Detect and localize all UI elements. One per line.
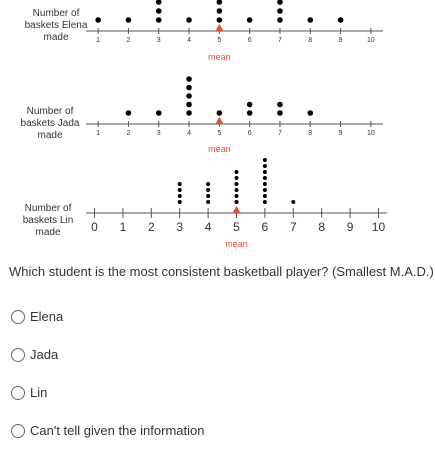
data-dot [217,17,223,23]
data-dot [263,200,267,204]
data-dot [263,158,267,162]
data-dot [235,200,239,204]
data-dot [178,182,182,186]
data-dot [126,110,132,116]
data-dot [277,8,283,14]
x-tick-label: 3 [156,130,161,137]
data-dot [263,194,267,198]
data-dot [263,176,267,180]
mean-marker [215,24,223,31]
data-dot [235,194,239,198]
x-tick-label: 2 [126,37,131,44]
data-dot [263,182,267,186]
x-tick-label: 5 [217,130,222,137]
data-dot [217,8,223,14]
x-tick-label: 7 [278,37,282,44]
x-tick-label: 8 [308,37,313,44]
data-dot [178,200,182,204]
data-dot [277,0,283,5]
data-dot [206,182,210,186]
data-dot [156,8,162,14]
x-tick-label: 9 [338,130,343,137]
x-tick-label: 6 [247,37,252,44]
radio-button[interactable] [11,348,25,362]
question-text: Which student is the most consistent basketball player? (Smallest M.A.D.) [9,264,434,279]
x-tick-label: 10 [366,37,375,44]
radio-button[interactable] [11,424,25,438]
x-tick-label: 3 [156,37,161,44]
data-dot [263,188,267,192]
x-tick-label: 8 [318,220,326,234]
x-tick-label: 4 [204,220,212,234]
option-lin[interactable] [11,385,47,400]
x-tick-label: 2 [126,130,131,137]
radio-button[interactable] [11,386,25,400]
data-dot [277,102,283,108]
data-dot [277,110,283,116]
data-dot [95,17,101,23]
data-dot [206,188,210,192]
x-tick-label: 1 [119,220,127,234]
mean-marker [215,117,223,124]
data-dot [206,200,210,204]
data-dot [263,164,267,168]
data-dot [186,76,192,82]
x-tick-label: 0 [91,220,98,234]
data-dot [235,188,239,192]
x-tick-label: 3 [176,220,184,234]
data-dot [186,17,192,23]
mean-marker [233,206,241,213]
data-dot [307,17,313,23]
data-dot [186,85,192,91]
data-dot [186,102,192,108]
dot-plot-3 [23,158,387,249]
data-dot [217,110,223,116]
data-dot [156,110,162,116]
dot-plot-2 [21,76,383,154]
x-tick-label: 8 [308,130,313,137]
x-tick-label: 1 [96,37,101,44]
x-tick-label: 4 [187,130,191,137]
data-dot [263,170,267,174]
x-tick-label: 6 [261,220,269,234]
data-dot [247,110,253,116]
mean-label: mean [208,52,231,62]
x-tick-label: 9 [346,220,354,234]
data-dot [277,17,283,23]
x-tick-label: 7 [278,130,282,137]
data-dot [338,17,344,23]
data-dot [126,17,132,23]
x-tick-label: 2 [147,220,155,234]
data-dot [186,110,192,116]
option-label: Elena [30,309,64,324]
data-dot [247,17,253,23]
data-dot [307,110,313,116]
dot-plot-1 [25,0,383,62]
x-tick-label: 6 [247,130,252,137]
x-tick-label: 9 [338,37,343,44]
data-dot [186,93,192,99]
data-dot [235,182,239,186]
y-axis-label: Number of baskets Lin made [22,203,74,238]
x-tick-label: 10 [371,220,386,234]
data-dot [156,0,162,5]
y-axis-label: Number of baskets Elena made [24,8,88,43]
x-tick-label: 10 [366,130,375,137]
x-tick-label: 5 [233,220,240,234]
data-dot [291,200,295,204]
data-dot [156,17,162,23]
data-dot [235,170,239,174]
data-dot [247,102,253,108]
x-tick-label: 5 [217,37,222,44]
option-label: Jada [30,347,59,362]
y-axis-label: Number of baskets Jada made [20,106,80,141]
data-dot [178,194,182,198]
x-tick-label: 7 [289,220,297,234]
x-tick-label: 1 [96,130,101,137]
mean-label: mean [208,144,231,154]
data-dot [217,0,223,5]
option-label: Lin [30,385,48,400]
option-label: Can't tell given the information [30,423,205,438]
option-jada[interactable] [11,347,58,362]
data-dot [235,176,239,180]
radio-button[interactable] [11,310,25,324]
data-dot [178,188,182,192]
option-elena[interactable] [11,309,63,324]
mean-label: mean [225,239,248,249]
data-dot [206,194,210,198]
x-tick-label: 4 [187,37,191,44]
option-cant-tell[interactable] [11,423,204,438]
